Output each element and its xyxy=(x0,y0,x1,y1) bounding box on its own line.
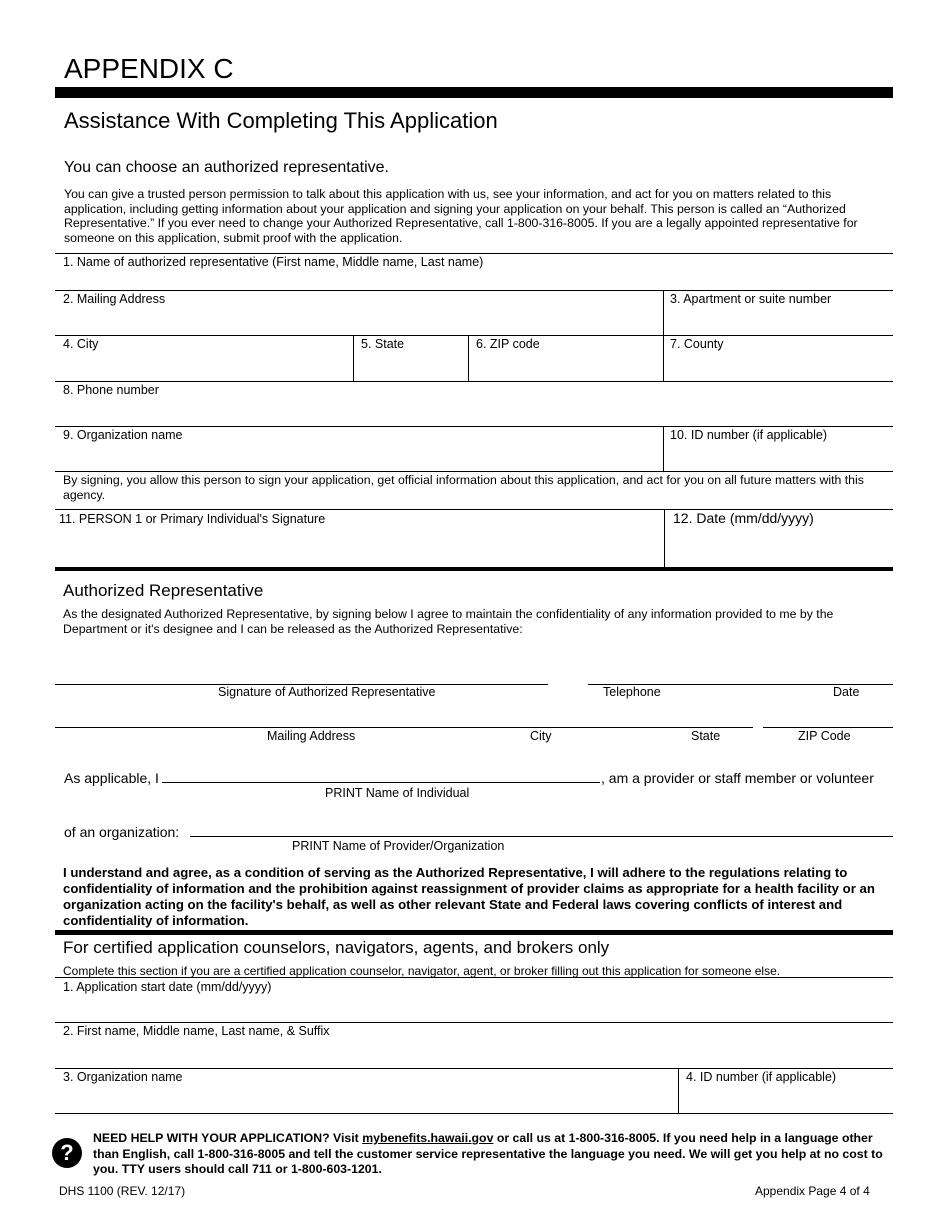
intro-paragraph: You can give a trusted person permission to talk about this application with us, see your information, and act for you on matters related to this application, including getting information about your application and signing your application on your behalf. This person is called an “Authorized Representative.” If you ever need to change your Authorized Representative, call 1-800-316-8005. If you are a legally appointed representative for someone on this application, submit proof with the application. xyxy=(64,187,858,245)
apartment-field[interactable]: 3. Apartment or suite number xyxy=(670,292,832,306)
counselor-org-field[interactable]: 3. Organization name xyxy=(63,1070,183,1084)
grid-line xyxy=(353,335,354,381)
grid-line xyxy=(55,1068,893,1069)
state-field[interactable]: 5. State xyxy=(361,337,405,351)
grid-line xyxy=(468,335,469,381)
counselor-id-field[interactable]: 4. ID number (if applicable) xyxy=(686,1070,837,1084)
mailing-address-field[interactable]: 2. Mailing Address xyxy=(63,292,166,306)
grid-line xyxy=(55,977,893,978)
print-name-label: PRINT Name of Individual xyxy=(325,786,470,800)
date-field[interactable]: 12. Date (mm/dd/yyyy) xyxy=(673,510,814,526)
section-title: Assistance With Completing This Application xyxy=(64,108,498,133)
grid-line xyxy=(55,471,893,472)
certified-note: Complete this section if you are a certified application counselor, navigator, agent, or broker filling out this application for someone else. xyxy=(63,964,781,978)
start-date-field[interactable]: 1. Application start date (mm/dd/yyyy) xyxy=(63,980,272,994)
form-id: DHS 1100 (REV. 12/17) xyxy=(59,1184,186,1198)
help-link[interactable]: mybenefits.hawaii.gov xyxy=(362,1131,494,1145)
grid-line xyxy=(663,290,664,335)
help-text xyxy=(93,1131,893,1178)
county-field[interactable]: 7. County xyxy=(670,337,724,351)
grid-line xyxy=(55,253,893,254)
grid-line xyxy=(55,1022,893,1023)
date-label: Date xyxy=(833,685,860,699)
title-bar xyxy=(55,87,893,98)
grid-line xyxy=(664,509,665,567)
grid-line xyxy=(678,1068,679,1113)
state-label: State xyxy=(691,729,721,743)
zip-label: ZIP Code xyxy=(798,729,851,743)
certified-heading: For certified application counselors, navigators, agents, and brokers only xyxy=(63,938,610,957)
city-label: City xyxy=(530,729,552,743)
grid-line xyxy=(55,1113,893,1114)
provider-text: , am a provider or staff member or volunteer xyxy=(601,770,874,786)
of-org-text: of an organization: xyxy=(64,824,180,840)
print-org-line[interactable] xyxy=(190,836,893,837)
agreement-text: I understand and agree, as a condition of serving as the Authorized Representative, I will adhere to the regulations relating to confidentiality of information and the prohibition against reassignment of provider claims as appropriate for a health facility or an organization acting on the facility's behalf, as well as other relevant State and Federal laws covering conflicts of interest and confidentiality of information. xyxy=(63,865,875,928)
section-divider xyxy=(55,567,893,571)
city-field[interactable]: 4. City xyxy=(63,337,99,351)
telephone-label: Telephone xyxy=(603,685,661,699)
subheading: You can choose an authorized representative. xyxy=(64,159,389,176)
zip-field[interactable]: 6. ZIP code xyxy=(476,337,540,351)
appendix-title: APPENDIX C xyxy=(64,53,234,84)
as-applicable-text: As applicable, I xyxy=(64,770,159,786)
auth-rep-paragraph: As the designated Authorized Representative, by signing below I agree to maintain the confidentiality of any information provided to me by the Department or it's designee and I can be released as the Authorized Representative: xyxy=(63,607,834,636)
page-number: Appendix Page 4 of 4 xyxy=(755,1184,870,1198)
print-org-label: PRINT Name of Provider/Organization xyxy=(292,839,505,853)
help-suffix: or call us at 1-800-316-8005. If you need help in a language other than English, call 1-800-316-8005 and tell the customer service representative the language you need. We will get you help at no cost to you. TTY users should call 711 or 1-800-603-1201. xyxy=(93,1131,883,1176)
id-number-field[interactable]: 10. ID number (if applicable) xyxy=(670,428,828,442)
organization-field[interactable]: 9. Organization name xyxy=(63,428,183,442)
print-name-line[interactable] xyxy=(162,782,600,783)
rep-name-field[interactable]: 1. Name of authorized representative (First name, Middle name, Last name) xyxy=(63,255,484,269)
mailing-line[interactable] xyxy=(55,727,753,728)
grid-line xyxy=(55,426,893,427)
help-question-icon: ? xyxy=(52,1138,82,1168)
mailing-label: Mailing Address xyxy=(267,729,356,743)
grid-line xyxy=(55,335,893,336)
grid-line xyxy=(55,290,893,291)
signing-note: By signing, you allow this person to sign your application, get official information about this application, and act for you on all future matters with this agency. xyxy=(63,473,864,502)
auth-rep-heading: Authorized Representative xyxy=(63,581,264,600)
person1-signature-field[interactable]: 11. PERSON 1 or Primary Individual's Signature xyxy=(59,512,326,526)
help-prefix: NEED HELP WITH YOUR APPLICATION? Visit xyxy=(93,1131,363,1145)
grid-line xyxy=(663,335,664,381)
certified-divider xyxy=(55,930,893,935)
grid-line xyxy=(663,426,664,471)
zip-line[interactable] xyxy=(763,727,893,728)
phone-field[interactable]: 8. Phone number xyxy=(63,383,159,397)
grid-line xyxy=(55,381,893,382)
counselor-name-field[interactable]: 2. First name, Middle name, Last name, & Suffix xyxy=(63,1024,330,1038)
sig-label: Signature of Authorized Representative xyxy=(218,685,436,699)
